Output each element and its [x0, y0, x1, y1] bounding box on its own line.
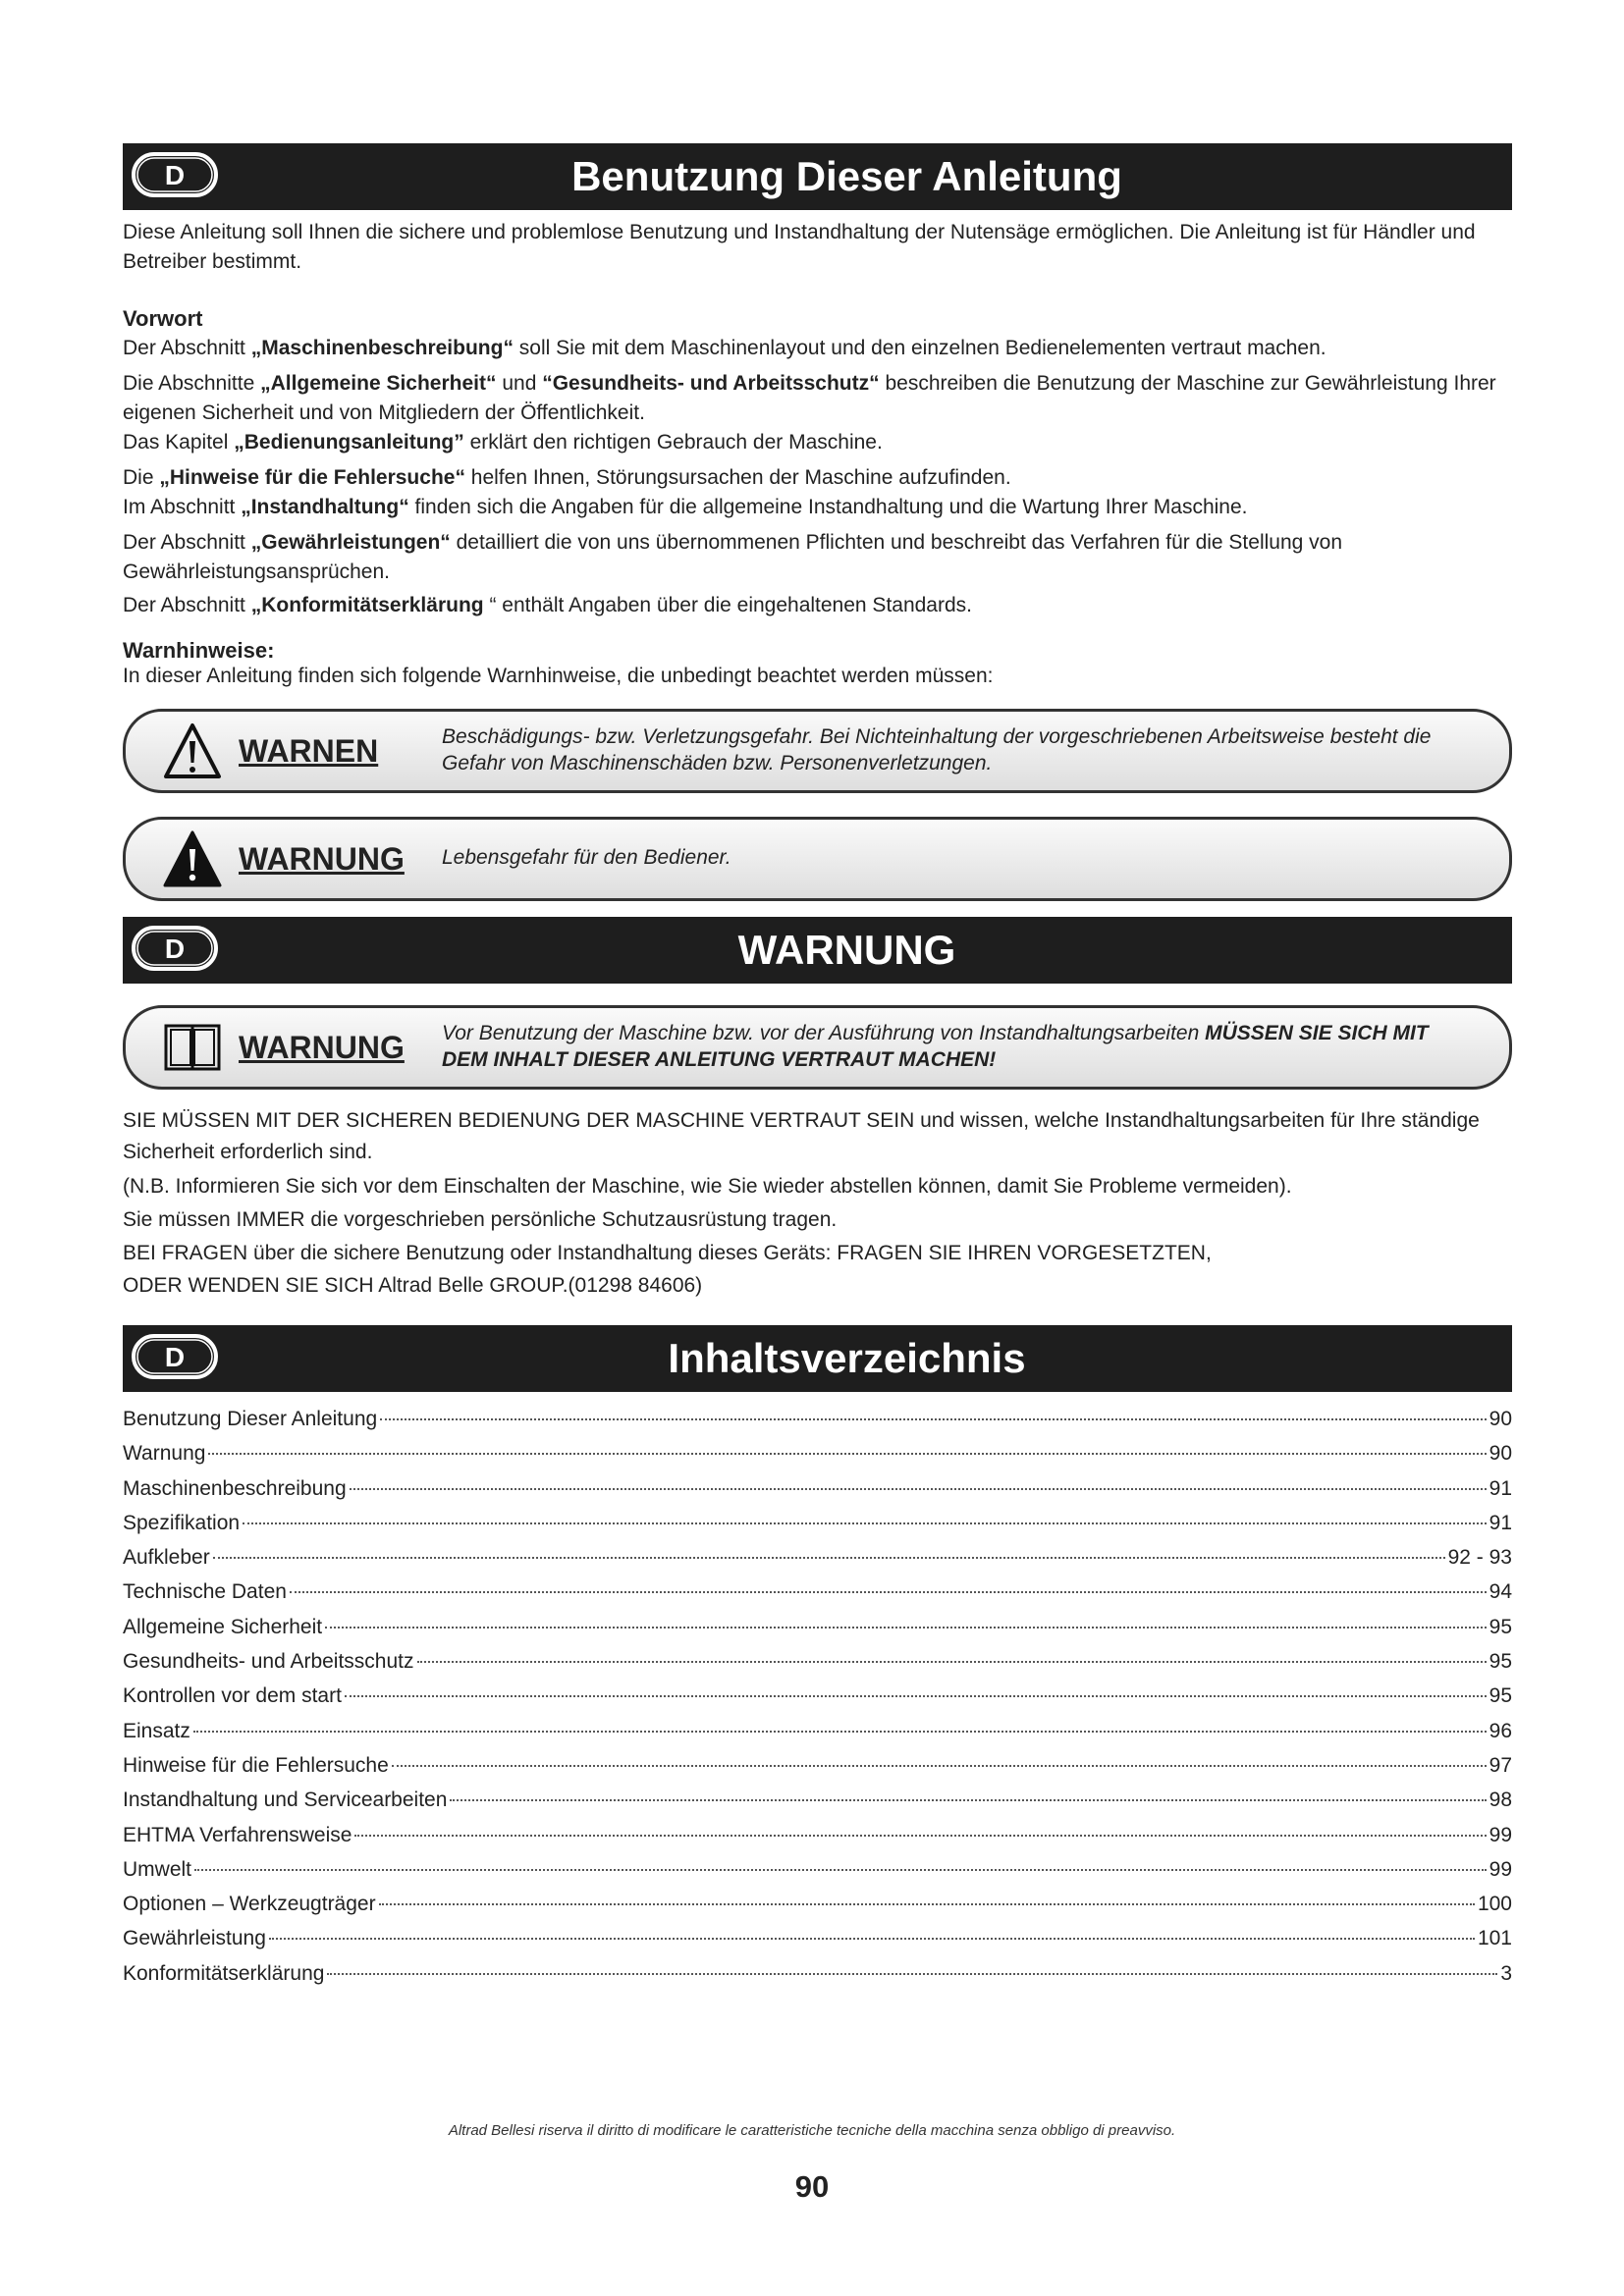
toc-entry-label: Gesundheits- und Arbeitsschutz: [123, 1650, 414, 1674]
toc-entry[interactable]: [123, 1644, 1512, 1679]
vorwort-line: Der Abschnitt „Gewährleistungen“ detailliert die von uns übernommenen Pflichten und beschreibt das Verfahren für die Stellung von Gewährleistungsansprüchen.: [123, 531, 1343, 583]
warning-label: WARNEN: [239, 733, 379, 769]
toc-entry[interactable]: [123, 1714, 1512, 1748]
warning-box-warnung: [123, 817, 1512, 901]
toc-entry[interactable]: [123, 1852, 1512, 1887]
section-banner: [123, 1325, 1512, 1392]
toc-entry[interactable]: [123, 1471, 1512, 1506]
toc-entry-page: 99: [1489, 1857, 1512, 1881]
svg-text:D: D: [164, 934, 186, 964]
toc-entry-label: Einsatz: [123, 1719, 190, 1742]
toc-entry-page: 99: [1489, 1823, 1512, 1846]
warning-paragraph: (N.B. Informieren Sie sich vor dem Einschalten der Maschine, wie Sie wieder abstellen können, damit Sie Probleme vermeiden).: [123, 1175, 1292, 1198]
toc-leader-dots: [213, 1557, 1445, 1559]
toc-entry-label: Konformitätserklärung: [123, 1961, 325, 1985]
toc-entry-label: Allgemeine Sicherheit: [123, 1615, 323, 1638]
toc-leader-dots: [345, 1695, 1487, 1697]
toc-entry[interactable]: [123, 1748, 1512, 1783]
section-banner: [123, 917, 1512, 984]
toc-entry-label: Benutzung Dieser Anleitung: [123, 1408, 378, 1430]
toc-entry[interactable]: [123, 1921, 1512, 1955]
section-title: Benutzung Dieser Anleitung: [571, 153, 1122, 199]
toc-leader-dots: [379, 1903, 1475, 1905]
toc-leader-dots: [354, 1835, 1486, 1837]
warning-paragraph: SIE MÜSSEN MIT DER SICHEREN BEDIENUNG DER MASCHINE VERTRAUT SEIN und wissen, welche Instandhaltungsarbeiten für Ihre ständige Sicherheit erforderlich sind.: [123, 1109, 1480, 1163]
warning-label: WARNUNG: [239, 1030, 405, 1065]
toc-entry-page: 96: [1489, 1719, 1512, 1742]
toc-entry-label: Aufkleber: [123, 1546, 210, 1570]
svg-text:D: D: [164, 160, 186, 190]
warning-paragraph: ODER WENDEN SIE SICH Altrad Belle GROUP.(01298 84606): [123, 1274, 703, 1297]
footer-note: Altrad Bellesi riserva il diritto di modificare le caratteristiche tecniche della macchina senza obbligo di preavviso.: [448, 2122, 1176, 2139]
warning-text: Vor Benutzung der Maschine bzw. vor der Ausführung von Instandhaltungsarbeiten MÜSSEN SIE SICH MIT DEM INHALT DIESER ANLEITUNG VERTRAUT MACHEN!: [442, 1022, 1429, 1071]
toc-leader-dots: [380, 1418, 1486, 1420]
warnhinweise-text: In dieser Anleitung finden sich folgende Warnhinweise, die unbedingt beachtet werden müssen:: [123, 665, 994, 687]
toc-entry-page: 92 - 93: [1447, 1546, 1512, 1570]
toc-leader-dots: [269, 1938, 1475, 1940]
warning-solid-icon: [163, 829, 222, 888]
vorwort-line: Die „Hinweise für die Fehlersuche“ helfen Ihnen, Störungsursachen der Maschine aufzufinden.: [123, 466, 1011, 489]
toc-entry-label: Optionen – Werkzeugträger: [123, 1893, 376, 1916]
vorwort-line: Der Abschnitt „Maschinenbeschreibung“ soll Sie mit dem Maschinenlayout und den einzelnen Bedienelementen vertraut machen.: [123, 337, 1326, 359]
vorwort-line: Im Abschnitt „Instandhaltung“ finden sich die Angaben für die allgemeine Instandhaltung und die Wartung Ihrer Maschine.: [123, 496, 1248, 518]
toc-entry-page: 101: [1477, 1927, 1512, 1950]
toc-entry-label: Maschinenbeschreibung: [123, 1476, 347, 1500]
toc-entry[interactable]: [123, 1506, 1512, 1540]
toc-leader-dots: [208, 1453, 1486, 1455]
toc-entry-page: 91: [1489, 1476, 1512, 1500]
toc-leader-dots: [193, 1731, 1487, 1733]
toc-entry-page: 91: [1489, 1511, 1512, 1534]
document-page: [123, 143, 1512, 1991]
toc-entry-page: 94: [1489, 1580, 1512, 1604]
toc-entry[interactable]: [123, 1575, 1512, 1609]
warning-outline-icon: [163, 721, 222, 780]
toc-entry[interactable]: [123, 1783, 1512, 1817]
toc-entry-page: 3: [1500, 1961, 1512, 1985]
vorwort-heading: Vorwort: [123, 306, 203, 331]
toc-entry-page: 95: [1489, 1650, 1512, 1674]
toc-entry-label: Warnung: [123, 1442, 206, 1466]
warning-label: WARNUNG: [239, 841, 405, 877]
toc-entry[interactable]: [123, 1887, 1512, 1921]
page-number: 90: [794, 2169, 830, 2204]
toc-entry-label: Umwelt: [123, 1857, 192, 1881]
toc-entry-label: Kontrollen vor dem start: [123, 1684, 342, 1708]
toc-entry-label: Spezifikation: [123, 1511, 241, 1534]
toc-entry[interactable]: [123, 1956, 1512, 1991]
toc-leader-dots: [350, 1488, 1487, 1490]
warning-body: [123, 1105, 1512, 1302]
toc-entry-label: Hinweise für die Fehlersuche: [123, 1753, 389, 1777]
warning-paragraph: BEI FRAGEN über die sichere Benutzung oder Instandhaltung dieses Geräts: FRAGEN SIE IHREN VORGESETZTEN,: [123, 1242, 1212, 1264]
toc-leader-dots: [327, 1973, 1497, 1975]
section-title: Inhaltsverzeichnis: [668, 1335, 1026, 1381]
toc-entry-page: 90: [1489, 1442, 1512, 1466]
warnhinweise-heading: Warnhinweise:: [123, 638, 275, 663]
toc-entry[interactable]: [123, 1436, 1512, 1470]
toc-entry[interactable]: [123, 1610, 1512, 1644]
svg-text:D: D: [164, 1342, 186, 1372]
warning-paragraph: Sie müssen IMMER die vorgeschrieben persönliche Schutzausrüstung tragen.: [123, 1208, 838, 1231]
vorwort-line: Die Abschnitte „Allgemeine Sicherheit“ und “Gesundheits- und Arbeitsschutz“ beschreiben die Benutzung der Maschine zur Gewährleistung Ihrer eigenen Sicherheit und von Mitgliedern der Öffentlichkeit.: [123, 372, 1496, 424]
warning-box-manual: [123, 1005, 1512, 1090]
toc-entry-label: EHTMA Verfahrensweise: [123, 1823, 352, 1846]
toc-leader-dots: [325, 1627, 1487, 1629]
toc-entry-page: 95: [1489, 1684, 1512, 1708]
toc-entry[interactable]: [123, 1818, 1512, 1852]
toc-entry-page: 90: [1489, 1408, 1512, 1430]
toc-leader-dots: [290, 1591, 1487, 1593]
toc-leader-dots: [417, 1661, 1487, 1663]
section-title: WARNUNG: [737, 927, 956, 973]
intro-text: Diese Anleitung soll Ihnen die sichere und problemlose Benutzung und Instandhaltung der Nutensäge ermöglichen. Die Anleitung ist für Händler und Betreiber bestimmt.: [123, 221, 1476, 273]
warning-text: Beschädigungs- bzw. Verletzungsgefahr. Bei Nichteinhaltung der vorgeschriebenen Arbeitsweise besteht die Gefahr von Maschinenschäden bzw. Personenverletzungen.: [442, 725, 1432, 774]
section-banner: [123, 143, 1512, 210]
toc-entry[interactable]: [123, 1540, 1512, 1575]
warning-text: Lebensgefahr für den Bediener.: [442, 846, 731, 869]
toc-entry[interactable]: [123, 1402, 1512, 1436]
toc-leader-dots: [243, 1522, 1487, 1524]
toc-entry-page: 95: [1489, 1615, 1512, 1638]
toc-entry-page: 97: [1489, 1753, 1512, 1777]
vorwort-line: Der Abschnitt „Konformitätserklärung “ enthält Angaben über die eingehaltenen Standards.: [123, 594, 972, 616]
book-icon: [163, 1018, 222, 1077]
toc-entry-label: Instandhaltung und Servicearbeiten: [123, 1789, 448, 1812]
toc-leader-dots: [392, 1765, 1487, 1767]
toc-leader-dots: [450, 1799, 1486, 1801]
table-of-contents: [123, 1402, 1512, 1991]
warning-box-warnen: [123, 709, 1512, 793]
toc-leader-dots: [194, 1869, 1487, 1871]
toc-entry[interactable]: [123, 1679, 1512, 1713]
toc-entry-page: 98: [1489, 1789, 1512, 1812]
vorwort-line: Das Kapitel „Bedienungsanleitung” erklärt den richtigen Gebrauch der Maschine.: [123, 431, 883, 454]
toc-entry-page: 100: [1477, 1893, 1512, 1916]
toc-entry-label: Technische Daten: [123, 1580, 287, 1604]
toc-entry-label: Gewährleistung: [123, 1927, 266, 1950]
